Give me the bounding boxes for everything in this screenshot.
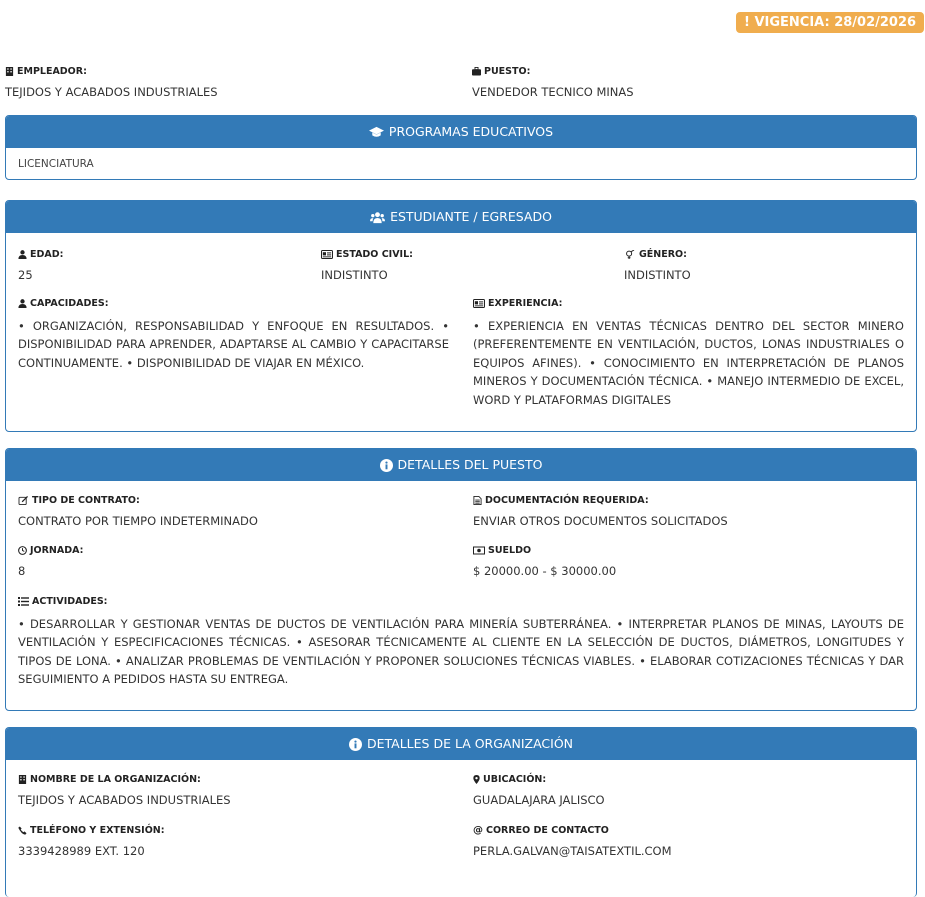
email-label: CORREO DE CONTACTO xyxy=(486,825,609,836)
student-panel-header xyxy=(6,201,916,233)
organization-name-value: TEJIDOS Y ACABADOS INDUSTRIALES xyxy=(18,793,231,807)
id-card-icon xyxy=(473,299,485,308)
education-program-value: LICENCIATURA xyxy=(18,158,94,170)
gender-label: GÉNERO: xyxy=(639,249,687,260)
building-icon xyxy=(18,775,27,784)
age-field xyxy=(18,249,63,282)
marital-status-label: ESTADO CIVIL: xyxy=(336,249,413,260)
education-panel-title: PROGRAMAS EDUCATIVOS xyxy=(388,124,554,139)
student-panel xyxy=(5,200,917,432)
age-value: 25 xyxy=(18,268,33,282)
email-field xyxy=(473,825,672,858)
list-icon xyxy=(18,597,29,606)
map-marker-icon xyxy=(473,775,480,784)
building-icon xyxy=(5,67,14,76)
gender-icon xyxy=(624,250,636,259)
phone-value: 3339428989 EXT. 120 xyxy=(18,844,145,858)
exclamation-icon: ! xyxy=(744,15,750,30)
workday-label: JORNADA: xyxy=(30,545,84,556)
clock-icon xyxy=(18,546,27,555)
info-circle-icon xyxy=(349,738,362,751)
documentation-value: ENVIAR OTROS DOCUMENTOS SOLICITADOS xyxy=(473,514,728,528)
employer-field xyxy=(5,66,218,99)
briefcase-icon xyxy=(472,67,481,76)
job-details-panel-header xyxy=(6,449,916,481)
phone-icon xyxy=(18,826,27,835)
position-value: VENDEDOR TECNICO MINAS xyxy=(472,85,634,99)
position-field xyxy=(472,66,634,99)
organization-panel-title: DETALLES DE LA ORGANIZACIÓN xyxy=(366,736,574,751)
location-label: UBICACIÓN: xyxy=(483,774,547,785)
workday-field xyxy=(18,545,83,578)
at-sign-icon: @ xyxy=(473,825,483,836)
salary-value: $ 20000.00 - $ 30000.00 xyxy=(473,564,617,578)
phone-label: TELÉFONO Y EXTENSIÓN: xyxy=(30,825,165,836)
info-circle-icon xyxy=(380,459,393,472)
graduation-cap-icon xyxy=(369,126,384,139)
vigencia-badge xyxy=(736,12,924,33)
job-details-panel xyxy=(5,448,917,711)
email-value[interactable]: PERLA.GALVAN@TAISATEXTIL.COM xyxy=(473,844,672,858)
organization-panel-header xyxy=(6,728,916,760)
organization-panel xyxy=(5,727,917,897)
activities-field xyxy=(18,596,904,689)
job-details-panel-title: DETALLES DEL PUESTO xyxy=(397,457,543,472)
employer-value: TEJIDOS Y ACABADOS INDUSTRIALES xyxy=(5,85,218,99)
contract-type-label: TIPO DE CONTRATO: xyxy=(32,495,140,506)
salary-field xyxy=(473,545,616,578)
vigencia-text: VIGENCIA: 28/02/2026 xyxy=(754,15,917,30)
salary-label: SUELDO xyxy=(488,545,532,556)
edit-icon xyxy=(18,496,29,505)
age-label: EDAD: xyxy=(30,249,64,260)
documentation-field xyxy=(473,495,728,528)
skills-label: CAPACIDADES: xyxy=(30,298,109,309)
activities-value: • DESARROLLAR Y GESTIONAR VENTAS DE DUCTOS DE VENTILACIÓN PARA MINERÍA SUBTERRÁNEA. • INTERPRETAR PLANOS DE MINAS, LAYOUTS DE VENTILACIÓN Y ESPECIFICACIONES TÉCNICAS. • ASESORAR TÉCNICAMENTE AL CLIENTE EN LA SELECCIÓN DE DUCTOS, DIÁMETROS, LONGITUDES Y TIPOS DE LONA. • ANALIZAR PROBLEMAS DE VENTILACIÓN Y PROPONER SOLUCIONES TÉCNICAS VIABLES. • ELABORAR COTIZACIONES TÉCNICAS Y DAR SEGUIMIENTO A PEDIDOS HASTA SU ENTREGA. xyxy=(18,617,904,687)
phone-field xyxy=(18,825,165,858)
student-panel-title: ESTUDIANTE / EGRESADO xyxy=(390,209,552,224)
skills-field xyxy=(18,298,449,372)
organization-name-label: NOMBRE DE LA ORGANIZACIÓN: xyxy=(30,774,201,785)
activities-label: ACTIVIDADES: xyxy=(32,596,108,607)
education-panel-header xyxy=(6,116,916,148)
contract-type-field xyxy=(18,495,258,528)
organization-name-field xyxy=(18,774,231,807)
users-icon xyxy=(370,211,385,224)
experience-value: • EXPERIENCIA EN VENTAS TÉCNICAS DENTRO DEL SECTOR MINERO (PREFERENTEMENTE EN VENTILACIÓN, DUCTOS, LONAS INDUSTRIALES O EQUIPOS AFINES). • CONOCIMIENTO EN INTERPRETACIÓN DE PLANOS MINEROS Y DOCUMENTACIÓN TÉCNICA. • MANEJO INTERMEDIO DE EXCEL, WORD Y PLATAFORMAS DIGITALES xyxy=(473,319,904,407)
location-value: GUADALAJARA JALISCO xyxy=(473,793,605,807)
experience-label: EXPERIENCIA: xyxy=(488,298,563,309)
position-label: PUESTO: xyxy=(484,66,531,77)
experience-field xyxy=(473,298,904,409)
gender-value: INDISTINTO xyxy=(624,268,691,282)
documentation-label: DOCUMENTACIÓN REQUERIDA: xyxy=(485,495,649,506)
money-icon xyxy=(473,546,485,555)
skills-value: • ORGANIZACIÓN, RESPONSABILIDAD Y ENFOQUE EN RESULTADOS. • DISPONIBILIDAD PARA APRENDER, ADAPTARSE AL CAMBIO Y CAPACITARSE CONTINUAMENTE. • DISPONIBILIDAD DE VIAJAR EN MÉXICO. xyxy=(18,319,449,370)
user-icon xyxy=(18,299,27,308)
employer-label: EMPLEADOR: xyxy=(17,66,87,77)
file-text-icon xyxy=(473,496,482,505)
marital-status-value: INDISTINTO xyxy=(321,268,388,282)
id-card-icon xyxy=(321,250,333,259)
workday-value: 8 xyxy=(18,564,26,578)
gender-field xyxy=(624,249,691,282)
user-icon xyxy=(18,250,27,259)
education-panel xyxy=(5,115,917,180)
contract-type-value: CONTRATO POR TIEMPO INDETERMINADO xyxy=(18,514,258,528)
marital-status-field xyxy=(321,249,413,282)
location-field xyxy=(473,774,605,807)
